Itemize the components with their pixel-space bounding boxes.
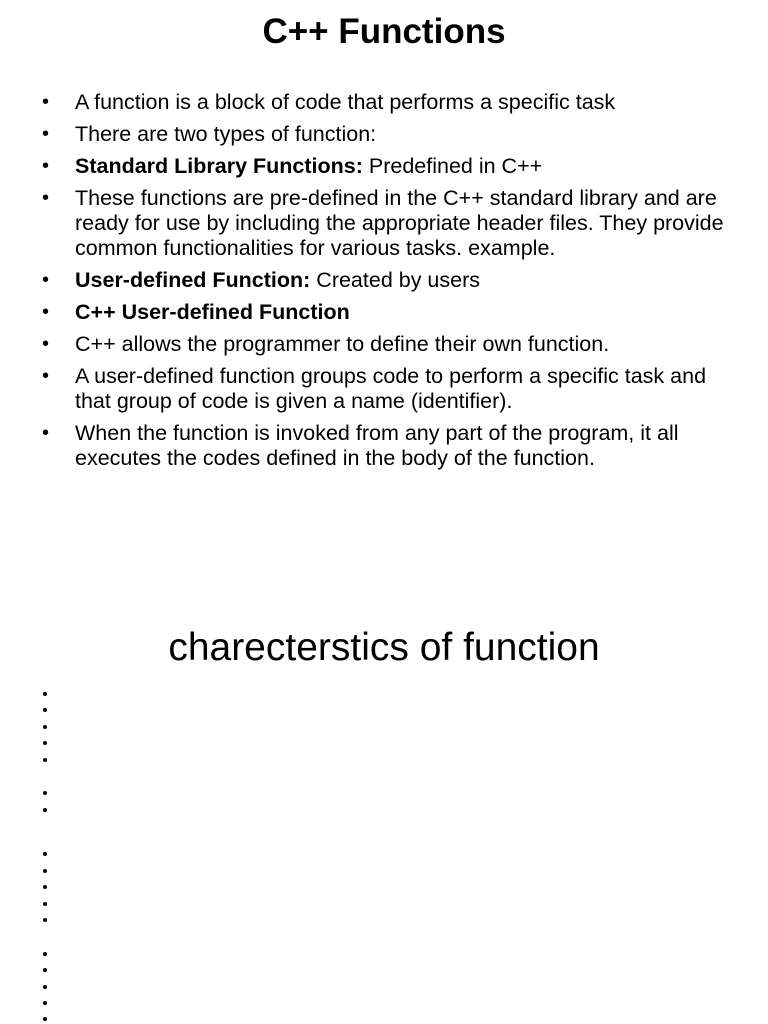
bullet-dot: • (42, 422, 50, 444)
bullet-item (36, 332, 736, 357)
bullet-text: A user-defined function groups code to perform a specific task and that group of code is given a name (identifier). (75, 364, 707, 413)
bullet-bold-label: C++ User-defined Function (75, 300, 350, 324)
bullet-text: When the function is invoked from any part of the program, it all executes the codes defined in the body of the function. (75, 421, 679, 470)
bullet-item (36, 421, 736, 471)
bullet-dot: • (42, 155, 50, 177)
empty-bullet (43, 968, 47, 972)
empty-bullet (43, 1001, 47, 1005)
empty-bullet (43, 708, 47, 712)
empty-bullet (43, 1017, 47, 1021)
bullet-text: Created by users (310, 268, 481, 292)
bullet-item (36, 90, 736, 115)
bullet-item (36, 268, 736, 293)
bullet-dot: • (42, 269, 50, 291)
bullet-text: There are two types of function: (75, 122, 377, 146)
bullet-item (36, 300, 736, 325)
empty-bullet (43, 952, 47, 956)
empty-bullet (43, 692, 47, 696)
empty-bullet (43, 741, 47, 745)
bullet-dot: • (42, 91, 50, 113)
empty-bullet (43, 852, 47, 856)
empty-bullet (43, 725, 47, 729)
empty-bullet (43, 918, 47, 922)
bullet-list (36, 90, 736, 478)
empty-bullet (43, 902, 47, 906)
bullet-text: These functions are pre-defined in the C++ standard library and are ready for use by including the appropriate header files. They provide common functionalities for various tasks. example. (75, 186, 724, 260)
bullet-text: A function is a block of code that performs a specific task (75, 90, 616, 114)
bullet-text: Predefined in C++ (362, 154, 543, 178)
empty-bullet (43, 791, 47, 795)
bullet-bold-label: Standard Library Functions: (75, 154, 363, 178)
empty-bullet (43, 985, 47, 989)
bullet-dot: • (42, 187, 50, 209)
bullet-dot: • (42, 301, 50, 323)
bullet-dot: • (42, 365, 50, 387)
empty-bullet (43, 885, 47, 889)
section-title: charecterstics of function (168, 626, 600, 669)
empty-bullet (43, 869, 47, 873)
bullet-item (36, 154, 736, 179)
empty-bullet (43, 758, 47, 762)
empty-bullet (43, 808, 47, 812)
bullet-item (36, 122, 736, 147)
bullet-dot: • (42, 333, 50, 355)
bullet-item (36, 364, 736, 414)
slide-title: C++ Functions (262, 12, 506, 51)
bullet-bold-label: User-defined Function: (75, 268, 311, 292)
bullet-dot: • (42, 123, 50, 145)
bullet-item (36, 186, 736, 261)
bullet-text: C++ allows the programmer to define their own function. (75, 332, 610, 356)
